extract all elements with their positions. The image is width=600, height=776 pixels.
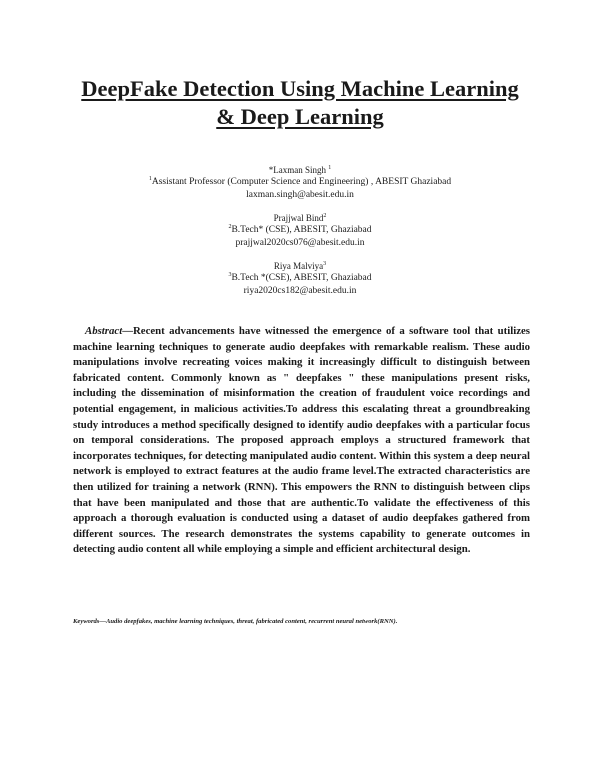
author-affiliation: Assistant Professor (Computer Science and Engineering) , ABESIT Ghaziabad: [151, 177, 452, 187]
author-name: Prajjwal Bind: [273, 213, 324, 223]
keywords-label: Keywords: [73, 618, 100, 625]
author-3: [60, 260, 540, 298]
author-superscript: 1: [328, 165, 332, 171]
keywords-paragraph: [73, 617, 543, 626]
affiliation-superscript: 1: [148, 175, 152, 182]
author-email[interactable]: laxman.singh@abesit.edu.in: [246, 190, 354, 200]
keywords-text: —Audio deepfakes, machine learning techniques, threat, fabricated content, recurrent neural network(RNN).: [99, 618, 398, 625]
abstract-label: Abstract: [85, 325, 123, 337]
author-1: [60, 164, 540, 202]
author-affiliation: B.Tech *(CSE), ABESIT, Ghaziabad: [231, 273, 372, 283]
author-superscript: 2: [323, 213, 327, 219]
affiliation-superscript: 3: [228, 271, 232, 278]
paper-title: [40, 75, 560, 131]
affiliation-superscript: 2: [228, 223, 232, 230]
author-block: [60, 164, 540, 298]
abstract-paragraph: [73, 324, 530, 558]
abstract-text: —Recent advancements have witnessed the emergence of a software tool that utilizes machine learning techniques to generate audio deepfakes with remarkable realism. These audio manipulations involve recreating voices making it increasingly difficult to distinguish between fabricated content. Commonly known as " deepfakes " these manipulations present risks, including the dissemination of misinformation the creation of fraudulent voice recordings and potential engagement, in malicious activities.To address this escalating threat a groundbreaking study introduces a method specifically designed to identify audio deepfakes with a particular focus on temporal considerations. The proposed approach employs a structured framework that incorporates techniques, for detecting manipulated audio content. Within this system a deep neural network is employed to extract features at the audio frame level.The extracted characteristics are then utilized for training a network (RNN). This empowers the RNN to distinguish between clips that have been manipulated and those that are authentic.To validate the effectiveness of this approach a thorough evaluation is conducted using a dataset of audio deepfakes gathered from different sources. The research demonstrates the systems capability to generate outcomes in detecting audio content all while employing a simple and efficient architectural design.: [73, 325, 530, 556]
author-2: [60, 212, 540, 250]
title-line-2: & Deep Learning: [216, 104, 384, 129]
author-email[interactable]: riya2020cs182@abesit.edu.in: [243, 286, 357, 296]
author-name: *Laxman Singh: [268, 165, 326, 175]
author-email[interactable]: prajjwal2020cs076@abesit.edu.in: [235, 238, 365, 248]
author-superscript: 3: [323, 261, 327, 267]
title-line-1: DeepFake Detection Using Machine Learning: [81, 76, 519, 101]
author-affiliation: B.Tech* (CSE), ABESIT, Ghaziabad: [231, 225, 372, 235]
author-name: Riya Malviya: [273, 261, 324, 271]
